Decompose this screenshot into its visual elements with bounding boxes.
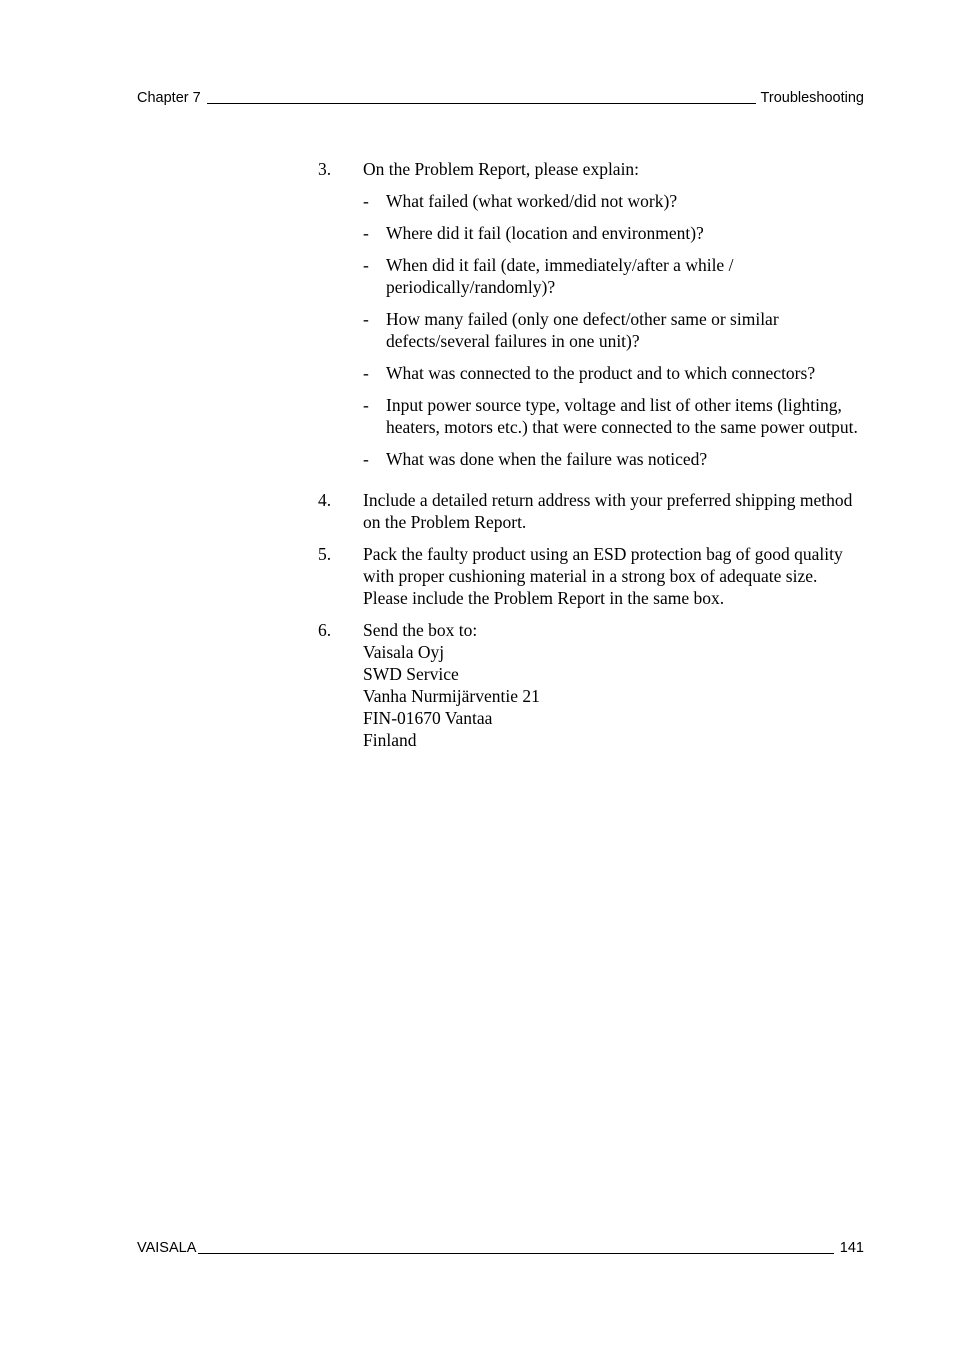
address-line: SWD Service [363, 664, 459, 684]
list-item [363, 394, 864, 438]
dash-bullet: - [363, 395, 369, 415]
page-number: 141 [839, 1240, 864, 1256]
dash-bullet: - [363, 223, 369, 243]
list-item [363, 448, 864, 470]
list-item [363, 254, 864, 298]
dash-bullet: - [363, 255, 369, 275]
page-footer [137, 1240, 864, 1257]
dash-bullet: - [363, 309, 369, 329]
step-body [363, 619, 864, 751]
step-number: 3. [318, 159, 332, 179]
page-content [318, 158, 864, 761]
footer-rule [198, 1252, 833, 1254]
step-3 [318, 158, 864, 470]
step-text: Pack the faulty product using an ESD protection bag of good quality with proper cushioning material in a strong box of adequate size. Please include the Problem Report in the same box. [363, 544, 843, 608]
section-title: Troubleshooting [760, 90, 864, 106]
step-6 [318, 619, 864, 751]
list-item [363, 222, 864, 244]
chapter-label: Chapter 7 [137, 90, 201, 106]
step-number: 6. [318, 620, 332, 640]
list-item [363, 362, 864, 384]
step-text: On the Problem Report, please explain: [363, 159, 640, 179]
list-item-text: What was done when the failure was noticed? [386, 449, 708, 469]
step-5 [318, 543, 864, 609]
list-item-text: When did it fail (date, immediately/after a while / periodically/randomly)? [386, 255, 734, 297]
address-line: Vaisala Oyj [363, 642, 445, 662]
list-item-text: Input power source type, voltage and list of other items (lighting, heaters, motors etc.) that were connected to the same power output. [386, 395, 858, 437]
company-name: VAISALA [137, 1240, 197, 1256]
header-rule [207, 102, 756, 104]
list-item [363, 308, 864, 352]
dash-bullet: - [363, 449, 369, 469]
shipping-address [363, 641, 864, 751]
list-item [363, 190, 864, 212]
list-item-text: What was connected to the product and to which connectors? [386, 363, 816, 383]
page-header [137, 90, 864, 107]
step-number: 5. [318, 544, 332, 564]
step-text: Send the box to: [363, 620, 478, 640]
list-item-text: What failed (what worked/did not work)? [386, 191, 678, 211]
list-item-text: Where did it fail (location and environment)? [386, 223, 704, 243]
dash-bullet: - [363, 191, 369, 211]
step-number: 4. [318, 490, 332, 510]
list-item-text: How many failed (only one defect/other same or similar defects/several failures in one unit)? [386, 309, 779, 351]
address-line: Finland [363, 730, 417, 750]
problem-report-questions [363, 190, 864, 470]
dash-bullet: - [363, 363, 369, 383]
address-line: FIN-01670 Vantaa [363, 708, 493, 728]
step-4 [318, 489, 864, 533]
step-text: Include a detailed return address with your preferred shipping method on the Problem Report. [363, 490, 853, 532]
step-body [363, 158, 864, 470]
address-line: Vanha Nurmijärventie 21 [363, 686, 540, 706]
